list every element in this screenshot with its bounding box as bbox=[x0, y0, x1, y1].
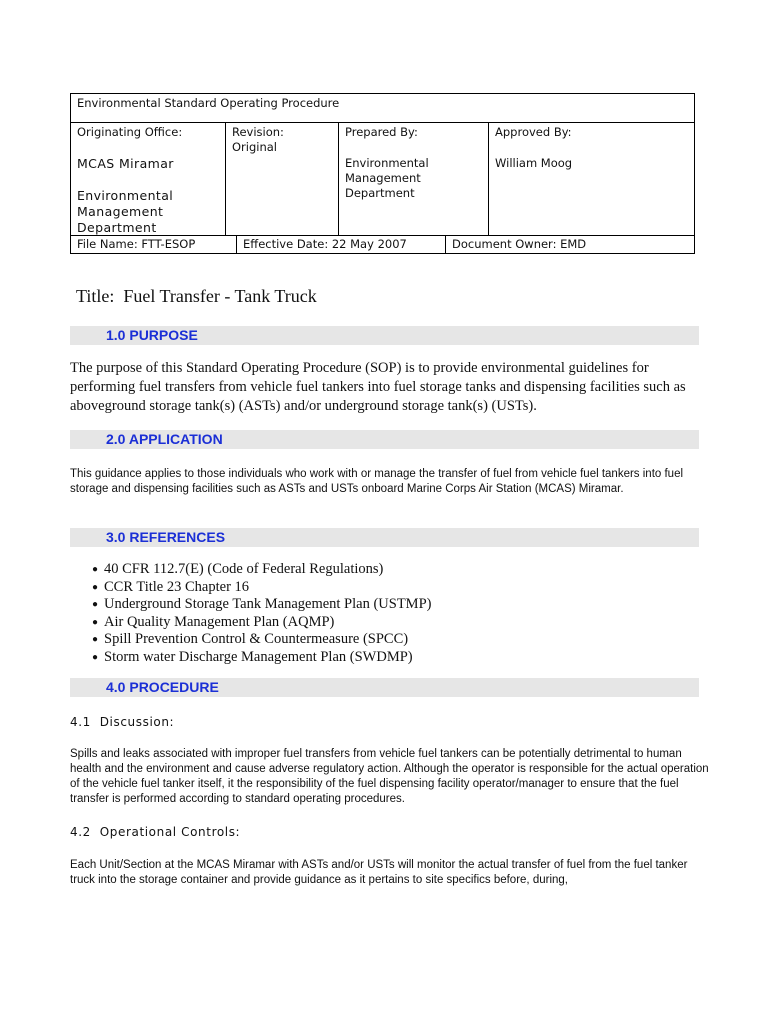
approved-by-label: Approved By: bbox=[495, 125, 572, 139]
bullet-icon: ● bbox=[92, 564, 99, 575]
prepared-by-cell bbox=[339, 123, 489, 235]
bullet-icon: ● bbox=[92, 616, 99, 628]
header-top-row bbox=[71, 94, 694, 123]
section-heading-references: 3.0 REFERENCES bbox=[106, 529, 226, 545]
bullet-icon: ● bbox=[92, 581, 99, 593]
effective-date-cell bbox=[237, 236, 446, 253]
originating-office-label: Originating Office: bbox=[77, 125, 183, 139]
document-owner: Document Owner: EMD bbox=[452, 237, 587, 251]
list-item: ● Underground Storage Tank Management Plan (USTMP) bbox=[92, 596, 432, 612]
revision-cell bbox=[226, 123, 339, 235]
bullet-icon: ● bbox=[92, 651, 99, 663]
discussion-paragraph: Spills and leaks associated with improper fuel transfers from vehicle fuel tankers can be potentially detrimental to human health and the environment and cause adverse regulatory action. Although the operator is responsible for the actual operation of the vehicle fuel tanker itself, it the responsibility of the fuel dispensing facility operator/manager to ensure that the fuel transfer is performed according to standard operating procedures. bbox=[70, 748, 709, 805]
bullet-icon: ● bbox=[92, 599, 99, 610]
references-list bbox=[92, 561, 431, 666]
header-top-label: Environmental Standard Operating Procedure bbox=[77, 96, 340, 110]
prepared-by-line1: Environmental bbox=[345, 156, 429, 170]
section-bar-purpose bbox=[70, 326, 699, 345]
header-info-row bbox=[71, 123, 694, 236]
file-name: File Name: FTT-ESOP bbox=[77, 237, 196, 251]
originating-office-cell bbox=[71, 123, 226, 235]
document-owner-cell bbox=[446, 236, 694, 253]
document-title: Title: Fuel Transfer - Tank Truck bbox=[76, 286, 317, 306]
list-item: ● Air Quality Management Plan (AQMP) bbox=[92, 613, 335, 630]
approved-by-cell bbox=[489, 123, 694, 235]
section-heading-purpose: 1.0 PURPOSE bbox=[106, 327, 198, 343]
list-item: ● Spill Prevention Control & Countermeasure (SPCC) bbox=[92, 631, 409, 647]
header-table bbox=[70, 93, 695, 254]
bullet-icon: ● bbox=[92, 634, 99, 645]
originating-office-name: MCAS Miramar bbox=[77, 156, 174, 171]
section-bar-application bbox=[70, 430, 699, 449]
header-meta-row bbox=[71, 236, 694, 253]
list-item: ● Storm water Discharge Management Plan (SWDMP) bbox=[92, 648, 413, 665]
originating-office-dept-line1: Environmental bbox=[77, 188, 174, 203]
operational-controls-paragraph: Each Unit/Section at the MCAS Miramar with ASTs and/or USTs will monitor the actual transfer of fuel from the fuel tanker truck into the storage container and provide guidance as it pertains to site specifics before, during, bbox=[70, 859, 688, 886]
originating-office-dept-line3: Department bbox=[77, 220, 157, 235]
section-heading-application: 2.0 APPLICATION bbox=[106, 431, 223, 447]
operational-controls-heading: 4.2 Operational Controls: bbox=[70, 825, 241, 839]
list-item: ● 40 CFR 112.7(E) (Code of Federal Regulations) bbox=[92, 561, 384, 577]
application-paragraph: This guidance applies to those individuals who work with or manage the transfer of fuel from vehicle fuel tankers into fuel storage and dispensing facilities such as ASTs and USTs onboard Marine Corps Air Station (MCAS) Miramar. bbox=[70, 468, 684, 495]
discussion-heading: 4.1 Discussion: bbox=[70, 715, 175, 729]
purpose-paragraph: The purpose of this Standard Operating Procedure (SOP) is to provide environmental guidelines for performing fuel transfers from vehicle fuel tankers into fuel storage tanks and dispensing facilities such as aboveground storage tank(s) (ASTs) and/or underground storage tank(s) (USTs). bbox=[70, 360, 686, 414]
approved-by-value: William Moog bbox=[495, 156, 573, 170]
revision-value: Revision: Original bbox=[232, 125, 284, 154]
prepared-by-line3: Department bbox=[345, 186, 415, 200]
section-bar-references bbox=[70, 528, 699, 547]
section-heading-procedure: 4.0 PROCEDURE bbox=[106, 679, 219, 695]
effective-date: Effective Date: 22 May 2007 bbox=[243, 237, 407, 251]
prepared-by-line2: Management bbox=[345, 171, 421, 185]
prepared-by-label: Prepared By: bbox=[345, 125, 418, 139]
originating-office-dept-line2: Management bbox=[77, 204, 164, 219]
section-bar-procedure bbox=[70, 678, 699, 697]
list-item: ● CCR Title 23 Chapter 16 bbox=[92, 578, 250, 595]
file-name-cell bbox=[71, 236, 237, 253]
